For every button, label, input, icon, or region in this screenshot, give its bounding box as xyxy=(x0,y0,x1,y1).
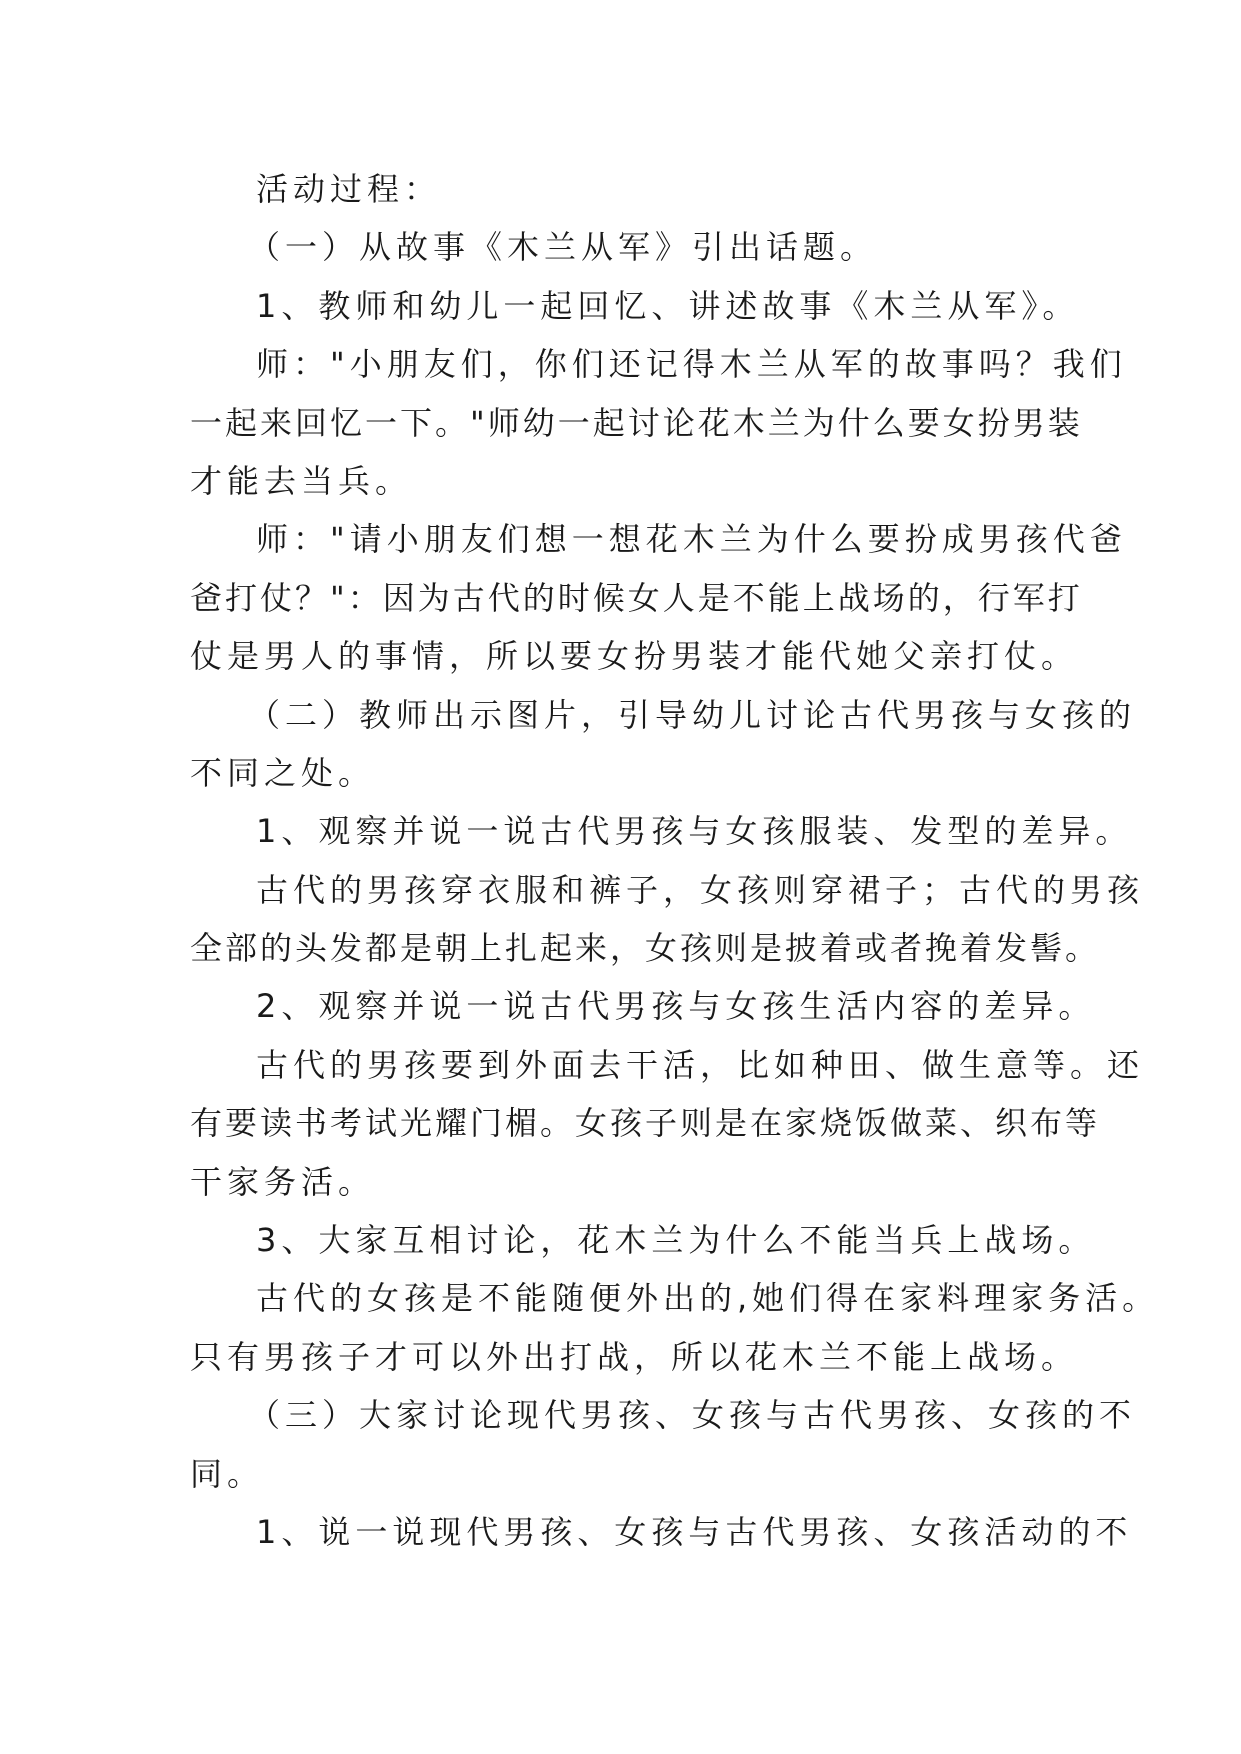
paragraph-line: 有要读书考试光耀门楣。女孩子则是在家烧饭做菜、织布等 xyxy=(190,1104,1101,1143)
paragraph-line: 一起来回忆一下。"师幼一起讨论花木兰为什么要女扮男装 xyxy=(190,403,1083,442)
paragraph-line: 1、观察并说一说古代男孩与女孩服装、发型的差异。 xyxy=(256,812,1133,851)
paragraph-line: 师："请小朋友们想一想花木兰为什么要扮成男孩代爸 xyxy=(256,520,1127,559)
subsection-heading: （二）教师出示图片，引导幼儿讨论古代男孩与女孩的 xyxy=(248,695,1137,734)
paragraph-line: 师："小朋友们，你们还记得木兰从军的故事吗？我们 xyxy=(256,345,1127,384)
document-body xyxy=(190,160,1160,1561)
section-heading: 活动过程： xyxy=(256,170,442,208)
paragraph-line: 只有男孩子才可以外出打战，所以花木兰不能上战场。 xyxy=(190,1337,1079,1376)
subsection-heading: （一）从故事《木兰从军》引出话题。 xyxy=(248,228,878,267)
paragraph-line: 2、观察并说一说古代男孩与女孩生活内容的差异。 xyxy=(256,987,1096,1026)
paragraph-line: 古代的女孩是不能随便外出的,她们得在家料理家务活。 xyxy=(256,1279,1160,1318)
paragraph-line: 同。 xyxy=(190,1454,265,1493)
paragraph-line: 不同之处。 xyxy=(190,753,376,792)
paragraph-line: 3、大家互相讨论，花木兰为什么不能当兵上战场。 xyxy=(256,1221,1096,1260)
paragraph-line: 干家务活。 xyxy=(190,1162,376,1201)
paragraph-line: 1、教师和幼儿一起回忆、讲述故事《木兰从军》。 xyxy=(256,286,1080,325)
paragraph-line: 全部的头发都是朝上扎起来，女孩则是披着或者挽着发髻。 xyxy=(190,929,1101,968)
paragraph-line: 古代的男孩穿衣服和裤子，女孩则穿裙子；古代的男孩 xyxy=(256,870,1145,909)
paragraph-line: 1、说一说现代男孩、女孩与古代男孩、女孩活动的不 xyxy=(256,1512,1133,1551)
paragraph-line: 仗是男人的事情，所以要女扮男装才能代她父亲打仗。 xyxy=(190,637,1079,676)
subsection-heading: （三）大家讨论现代男孩、女孩与古代男孩、女孩的不 xyxy=(248,1396,1137,1435)
paragraph-line: 古代的男孩要到外面去干活，比如种田、做生意等。还 xyxy=(256,1045,1145,1084)
paragraph-line: 才能去当兵。 xyxy=(190,461,413,500)
paragraph-line: 爸打仗？"：因为古代的时候女人是不能上战场的，行军打 xyxy=(190,578,1083,617)
